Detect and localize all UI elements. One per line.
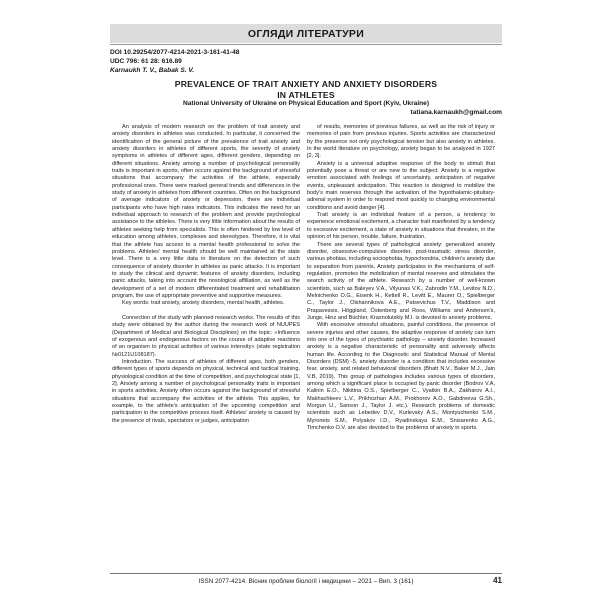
keywords: Key words: trait anxiety, anxiety disorders, mental health, athletes. (122, 300, 285, 307)
title-line-1: PREVALENCE OF TRAIT ANXIETY AND ANXIETY DISORDERS (174, 79, 438, 89)
body-paragraph-2: Anxiety is a universal adaptive response of the body to stimuli that potentially pose a threat or are new to the subject. Anxiety is a negative emotion associated with feelings of uncertainty, anticipation of negative events, unpleasant anticipation. This reaction is designed to mobilize the body's main reserves through the activation of the hypothalamic-pituitary-adrenal system in order to respond most quickly to changing environmental conditions and avoid danger [4]. (307, 160, 495, 211)
header-divider (110, 44, 502, 45)
page-number: 41 (493, 576, 502, 585)
author-email: tatiana.karnaukh@gmail.com (410, 109, 502, 116)
body-paragraph-3: Trait anxiety is an individual feature of a person, a tendency to experience emotional excitement, a character trait manifested by a tendency to excessive excitement, a state of anxiety in situations that threaten, in the opinion of his person, trouble, failure, frustration. (307, 212, 495, 241)
authors: Karnaukh T. V., Babak S. V. (110, 67, 195, 74)
body-paragraph-4: There are several types of pathological anxiety: generalized anxiety disorder, obsessive-compulsive disorder, post-traumatic stress disorder, various phobias, including sociophobia, hypochondria, children's anxiety due to separation from parents. Anxiety participates in the mechanisms of self-regulation, promotes the mobilization of mental reserves and stimulates the search activity of the athlete. Research by a number of well-known scientists, such as Baleyev V.A., Vilyunas V.K., Zabrodin Y.M., Levitov N.D., Melnichenko O.G., Eisenk H., Kettell R., Levitt E., Maurer O., Spielberger C., Taylor J., Olshannikova A.E., Patsevichus T.V., Maddison and Prapavessis, Höggland, Östenberg and Roos, Williams and Andersen's, Junge, Hinz and Büchler, Krasnolutskiy M.I. is devoted to anxiety problems. (307, 241, 495, 321)
introduction-paragraph: Introduction. The success of athletes of different ages, both genders, different types of sports depends on physical, technical and tactical training, physiological condition at the time of competition, and psychological state [1, 2]. Anxiety among a number of psychological personality traits is important in sports activities. Anxiety often occurs against the background of stressful situations that accompany the activities of the athlete. This applies, for example, to the athlete's anticipation of the upcoming competition and participation in the competitive process itself. Athletes' anxiety is caused by the presence of rivals, spectators or judges, anticipation (112, 359, 300, 424)
title-line-2: IN ATHLETES (277, 89, 335, 100)
section-header (110, 24, 502, 43)
abstract: An analysis of modern research on the problem of trait anxiety and anxiety disorders in athletes was conducted. In particular, it concerned the identification of the general picture of the prevalence of trait anxiety and anxiety disorders in athletes of different sports, the severity of anxiety symptoms in athletes of different ages, different genders, depending on different situations. Anxiety among a number of psychological personality traits is important in sports, often occurs against the background of stressful situations that accompany the activities of the athlete, especially professional ones. There were marked general trends and differences in the study of anxiety in athletes from different countries. Often on the background of average indicators of anxiety or depression, there are individual participants who have high rates indicators. This indicates the need for an individual approach to research of the problem and provide psychological assistance to the athletes. There is very little information about the results of athletes seeking help from specialists. This is often hindered by low level of education among athletes, complexes and stereotypes. Therefore, it is vital that the athlete has access to a mental health professional to solve the problems. Athletes' mental health should be well maintained at the state level. There is a very little data in literature on the detection of such consequence of anxiety disorder in athletes as panic attacks. It is important to study the clinical and dynamic features of anxiety disorders, including panic attacks, taking into account the nosological affiliation, as well as the development of a set of modern differentiated treatment and rehabilitation program, the use of appropriate preventive and supportive measures. (112, 124, 300, 299)
journal-footer: ISSN 2077-4214. Вісник проблем біології і медицини – 2021 – Вип. 3 (161) (198, 578, 414, 585)
article-title (110, 79, 502, 100)
section-title: ОГЛЯДИ ЛІТЕРАТУРИ (247, 27, 365, 40)
body-paragraph-5: With excessive stressful situations, painful conditions, the presence of severe injuries and other causes, the adaptive response of anxiety can turn into one of the types of psychiatric pathology – anxiety disorder. Increased anxiety is a negative characteristic of personality and adversely affects human life. According to the Diagnostic and Statistical Manual of Mental Disorders (DSM) -5, anxiety disorder is a condition that includes excessive fear, anxiety, and related behavioral disorders (Bhatt N.V., Baker M.J., Jain V.B, 2019). This group of pathologies includes various types of disorders, among which a significant place is occupied by panic disorder (Bodrov V.A, Kalinin E.O., Nikitina O.S., Spielberger C., Vyatkin B.A., Zakharov A.I., Makhachkeev L.V., Prikhozhan A.M., Prokhorov A.O., Gabdreeva G.Sh., Morgun U., Sanson J., Taylor J. etc.). Research problems of domestic scientists such as Lebedev D.V., Kurlevsky A.S., Montyuchenko S.M., Myronets S.M., Polyakov I.D., Ryadinskaya E.M., Snisarenko A.G., Timchenko O.V. are also devoted to the problems of anxiety in sports. (307, 322, 495, 432)
affiliation: National University of Ukraine on Physical Education and Sport (Kyiv, Ukraine) (182, 100, 430, 107)
footer-divider (110, 573, 502, 574)
body-paragraph-1: of results, memories of previous failures, as well as the risk of injury or memories of pain from previous injuries. Sports activities are characterized by the presence not only psychological tension but also anxiety in athletes. In the world literature on psychology, anxiety began to be analyzed in 1927 [2, 3]. (307, 124, 495, 160)
doi: DOI 10.29254/2077-4214-2021-3-161-41-48 (110, 49, 240, 56)
udc: UDC 796: 61 28: 616.89 (110, 58, 182, 65)
connection-paragraph: Connection of the study with planned research works. The results of this study were obtained by the author during the research work of NUUPES (Department of Medical and Biological Disciplines) on the topic: «Influence of exogenous and endogenous factors on the course of adaptive reactions of an organism to physical activities of various intensity» (state registration №0121U108187). (112, 314, 300, 358)
left-column (112, 124, 300, 564)
right-column (307, 124, 495, 564)
